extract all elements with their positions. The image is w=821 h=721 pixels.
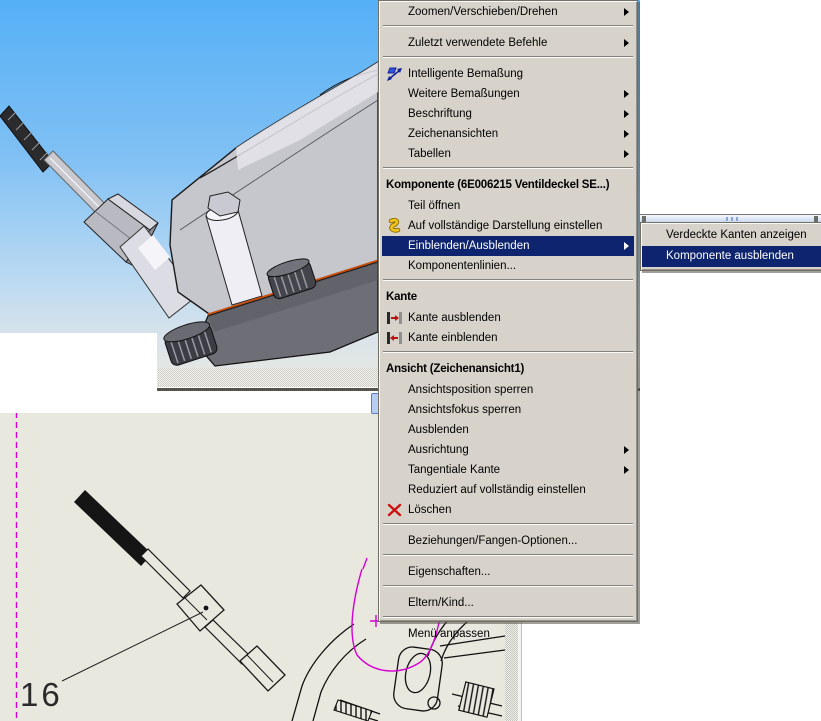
submenu-arrow-icon (624, 130, 629, 138)
context-menu (378, 0, 638, 640)
menu-item-label: Menü anpassen (408, 628, 490, 640)
scrollbar-grip (726, 217, 728, 221)
menu-item-label: Tabellen (408, 148, 451, 160)
menu-item[interactable] (642, 225, 821, 246)
preview-white-area (0, 333, 157, 413)
menu-separator (382, 167, 634, 175)
menu-separator (382, 585, 634, 593)
menu-item[interactable] (382, 500, 634, 520)
menu-item[interactable] (382, 2, 634, 22)
submenu-arrow-icon (624, 110, 629, 118)
menu-item-label: Kante einblenden (408, 332, 498, 344)
menu-item-label: Weitere Bemaßungen (408, 88, 520, 100)
menu-item[interactable] (382, 84, 634, 104)
menu-item-label: Tangentiale Kante (408, 464, 501, 476)
menu-separator (382, 25, 634, 33)
menu-item[interactable] (382, 593, 634, 613)
menu-item[interactable] (382, 328, 634, 348)
menu-item[interactable] (382, 33, 634, 53)
menu-item-label: Beziehungen/Fangen-Optionen... (408, 535, 578, 547)
submenu-arrow-icon (624, 90, 629, 98)
submenu-arrow-icon (624, 39, 629, 47)
menu-item[interactable] (382, 460, 634, 480)
menu-separator (382, 523, 634, 531)
menu-item-label: Zoomen/Verschieben/Drehen (408, 6, 558, 18)
submenu-arrow-icon (624, 8, 629, 16)
menu-item-label: Zeichenansichten (408, 128, 499, 140)
scrollbar-grip (736, 217, 738, 221)
menu-item[interactable] (382, 196, 634, 216)
menu-separator (382, 56, 634, 64)
submenu-arrow-icon (624, 446, 629, 454)
menu-item[interactable] (382, 308, 634, 328)
balloon-label: 16 (20, 676, 63, 713)
menu-item-label: Zuletzt verwendete Befehle (408, 37, 548, 49)
stud-thread-3d (0, 106, 53, 172)
menu-item-label: Verdeckte Kanten anzeigen (666, 229, 807, 241)
resolve-icon (386, 218, 403, 234)
menu-item-label: Komponentenlinien... (408, 260, 517, 272)
menu-item-label: Beschriftung (408, 108, 472, 120)
menu-section-header: Kante (386, 291, 417, 303)
menu-item-label: Löschen (408, 504, 452, 516)
menu-item[interactable] (382, 420, 634, 440)
smart-dimension-icon (386, 66, 403, 82)
edge-hide-icon (386, 310, 403, 326)
menu-item[interactable] (382, 104, 634, 124)
menu-item[interactable] (382, 236, 634, 256)
menu-item-label: Intelligente Bemaßung (408, 68, 524, 80)
menu-item[interactable] (382, 624, 634, 644)
menu-item[interactable] (642, 246, 821, 267)
menu-item[interactable] (382, 480, 634, 500)
menu-item-label: Reduziert auf vollständig einstellen (408, 484, 586, 496)
menu-item-label: Teil öffnen (408, 200, 461, 212)
menu-item-label: Komponente ausblenden (666, 250, 794, 262)
menu-item[interactable] (382, 531, 634, 551)
menu-item-label: Ansichtsposition sperren (408, 384, 534, 396)
balloon-leader (62, 612, 203, 681)
edge-show-icon (386, 330, 403, 346)
menu-section-header: Ansicht (Zeichenansicht1) (386, 363, 525, 375)
menu-item-label: Ansichtsfokus sperren (408, 404, 522, 416)
menu-item[interactable] (382, 380, 634, 400)
submenu-arrow-icon (624, 466, 629, 474)
menu-item[interactable] (382, 440, 634, 460)
menu-separator (382, 279, 634, 287)
submenu-arrow-icon (624, 150, 629, 158)
menu-item-label: Auf vollständige Darstellung einstellen (408, 220, 603, 232)
bolt-thread-2d (74, 490, 152, 566)
menu-item[interactable] (382, 562, 634, 582)
menu-item-label: Eigenschaften... (408, 566, 491, 578)
scrollbar-grip (731, 217, 733, 221)
menu-separator (382, 554, 634, 562)
menu-item[interactable] (382, 400, 634, 420)
menu-item[interactable] (382, 144, 634, 164)
menu-item-label: Eltern/Kind... (408, 597, 474, 609)
submenu-arrow-icon (624, 242, 629, 250)
menu-separator (382, 351, 634, 359)
menu-item[interactable] (382, 124, 634, 144)
menu-item-label: Einblenden/Ausblenden (408, 240, 530, 252)
delete-icon (386, 502, 403, 518)
menu-separator (382, 616, 634, 624)
menu-item[interactable] (382, 256, 634, 276)
menu-section-header: Komponente (6E006215 Ventildeckel SE...) (386, 179, 610, 191)
context-submenu (640, 222, 821, 271)
menu-item-label: Ausblenden (408, 424, 469, 436)
menu-item-label: Ausrichtung (408, 444, 469, 456)
menu-item[interactable] (382, 64, 634, 84)
menu-item[interactable] (382, 216, 634, 236)
menu-item-label: Kante ausblenden (408, 312, 501, 324)
